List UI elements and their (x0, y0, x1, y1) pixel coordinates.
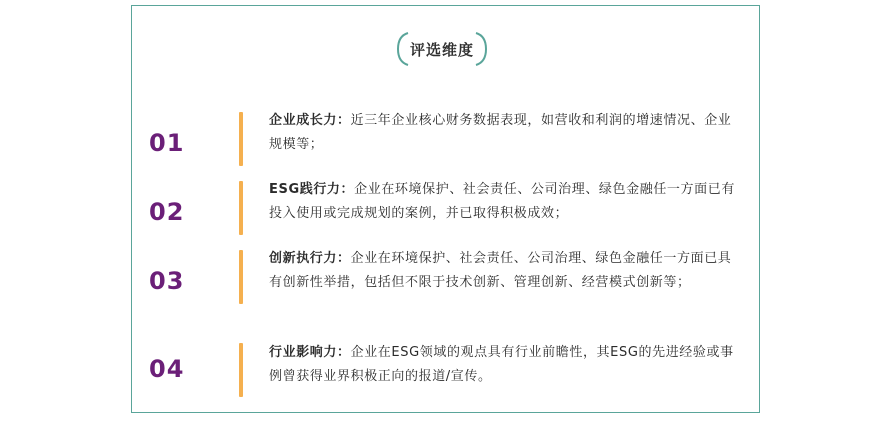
section-header (396, 32, 488, 66)
item-accent-bar (239, 112, 243, 166)
item-number: 02 (149, 198, 185, 226)
item-description (269, 341, 735, 389)
item-description (269, 109, 735, 157)
item-text: 企业在环境保护、社会责任、公司治理、绿色金融任一方面已具有创新性举措，包括但不限于技术创新、管理创新、经营模式创新等； (269, 251, 732, 290)
item-number: 03 (149, 267, 185, 295)
item-text: 近三年企业核心财务数据表现，如营收和利润的增速情况、企业规模等； (269, 113, 732, 152)
item-number: 01 (149, 129, 185, 157)
item-text: 企业在环境保护、社会责任、公司治理、绿色金融任一方面已有投入使用或完成规划的案例，并已取得积极成效； (269, 182, 735, 221)
item-number: 04 (149, 355, 185, 383)
item-accent-bar (239, 181, 243, 235)
item-label: 企业成长力： (269, 113, 351, 128)
item-label: 创新执行力： (269, 251, 351, 266)
item-accent-bar (239, 250, 243, 304)
section-title: 评选维度 (409, 41, 474, 59)
item-text: 企业在ESG领域的观点具有行业前瞻性，其ESG的先进经验或事例曾获得业界积极正向的报道/宣传。 (269, 345, 734, 384)
criteria-card (131, 5, 760, 413)
item-accent-bar (239, 343, 243, 397)
item-description (269, 178, 735, 226)
right-bracket-icon (474, 32, 488, 66)
item-description (269, 247, 735, 295)
item-label: 行业影响力： (269, 345, 351, 360)
item-label: ESG践行力： (269, 182, 355, 197)
